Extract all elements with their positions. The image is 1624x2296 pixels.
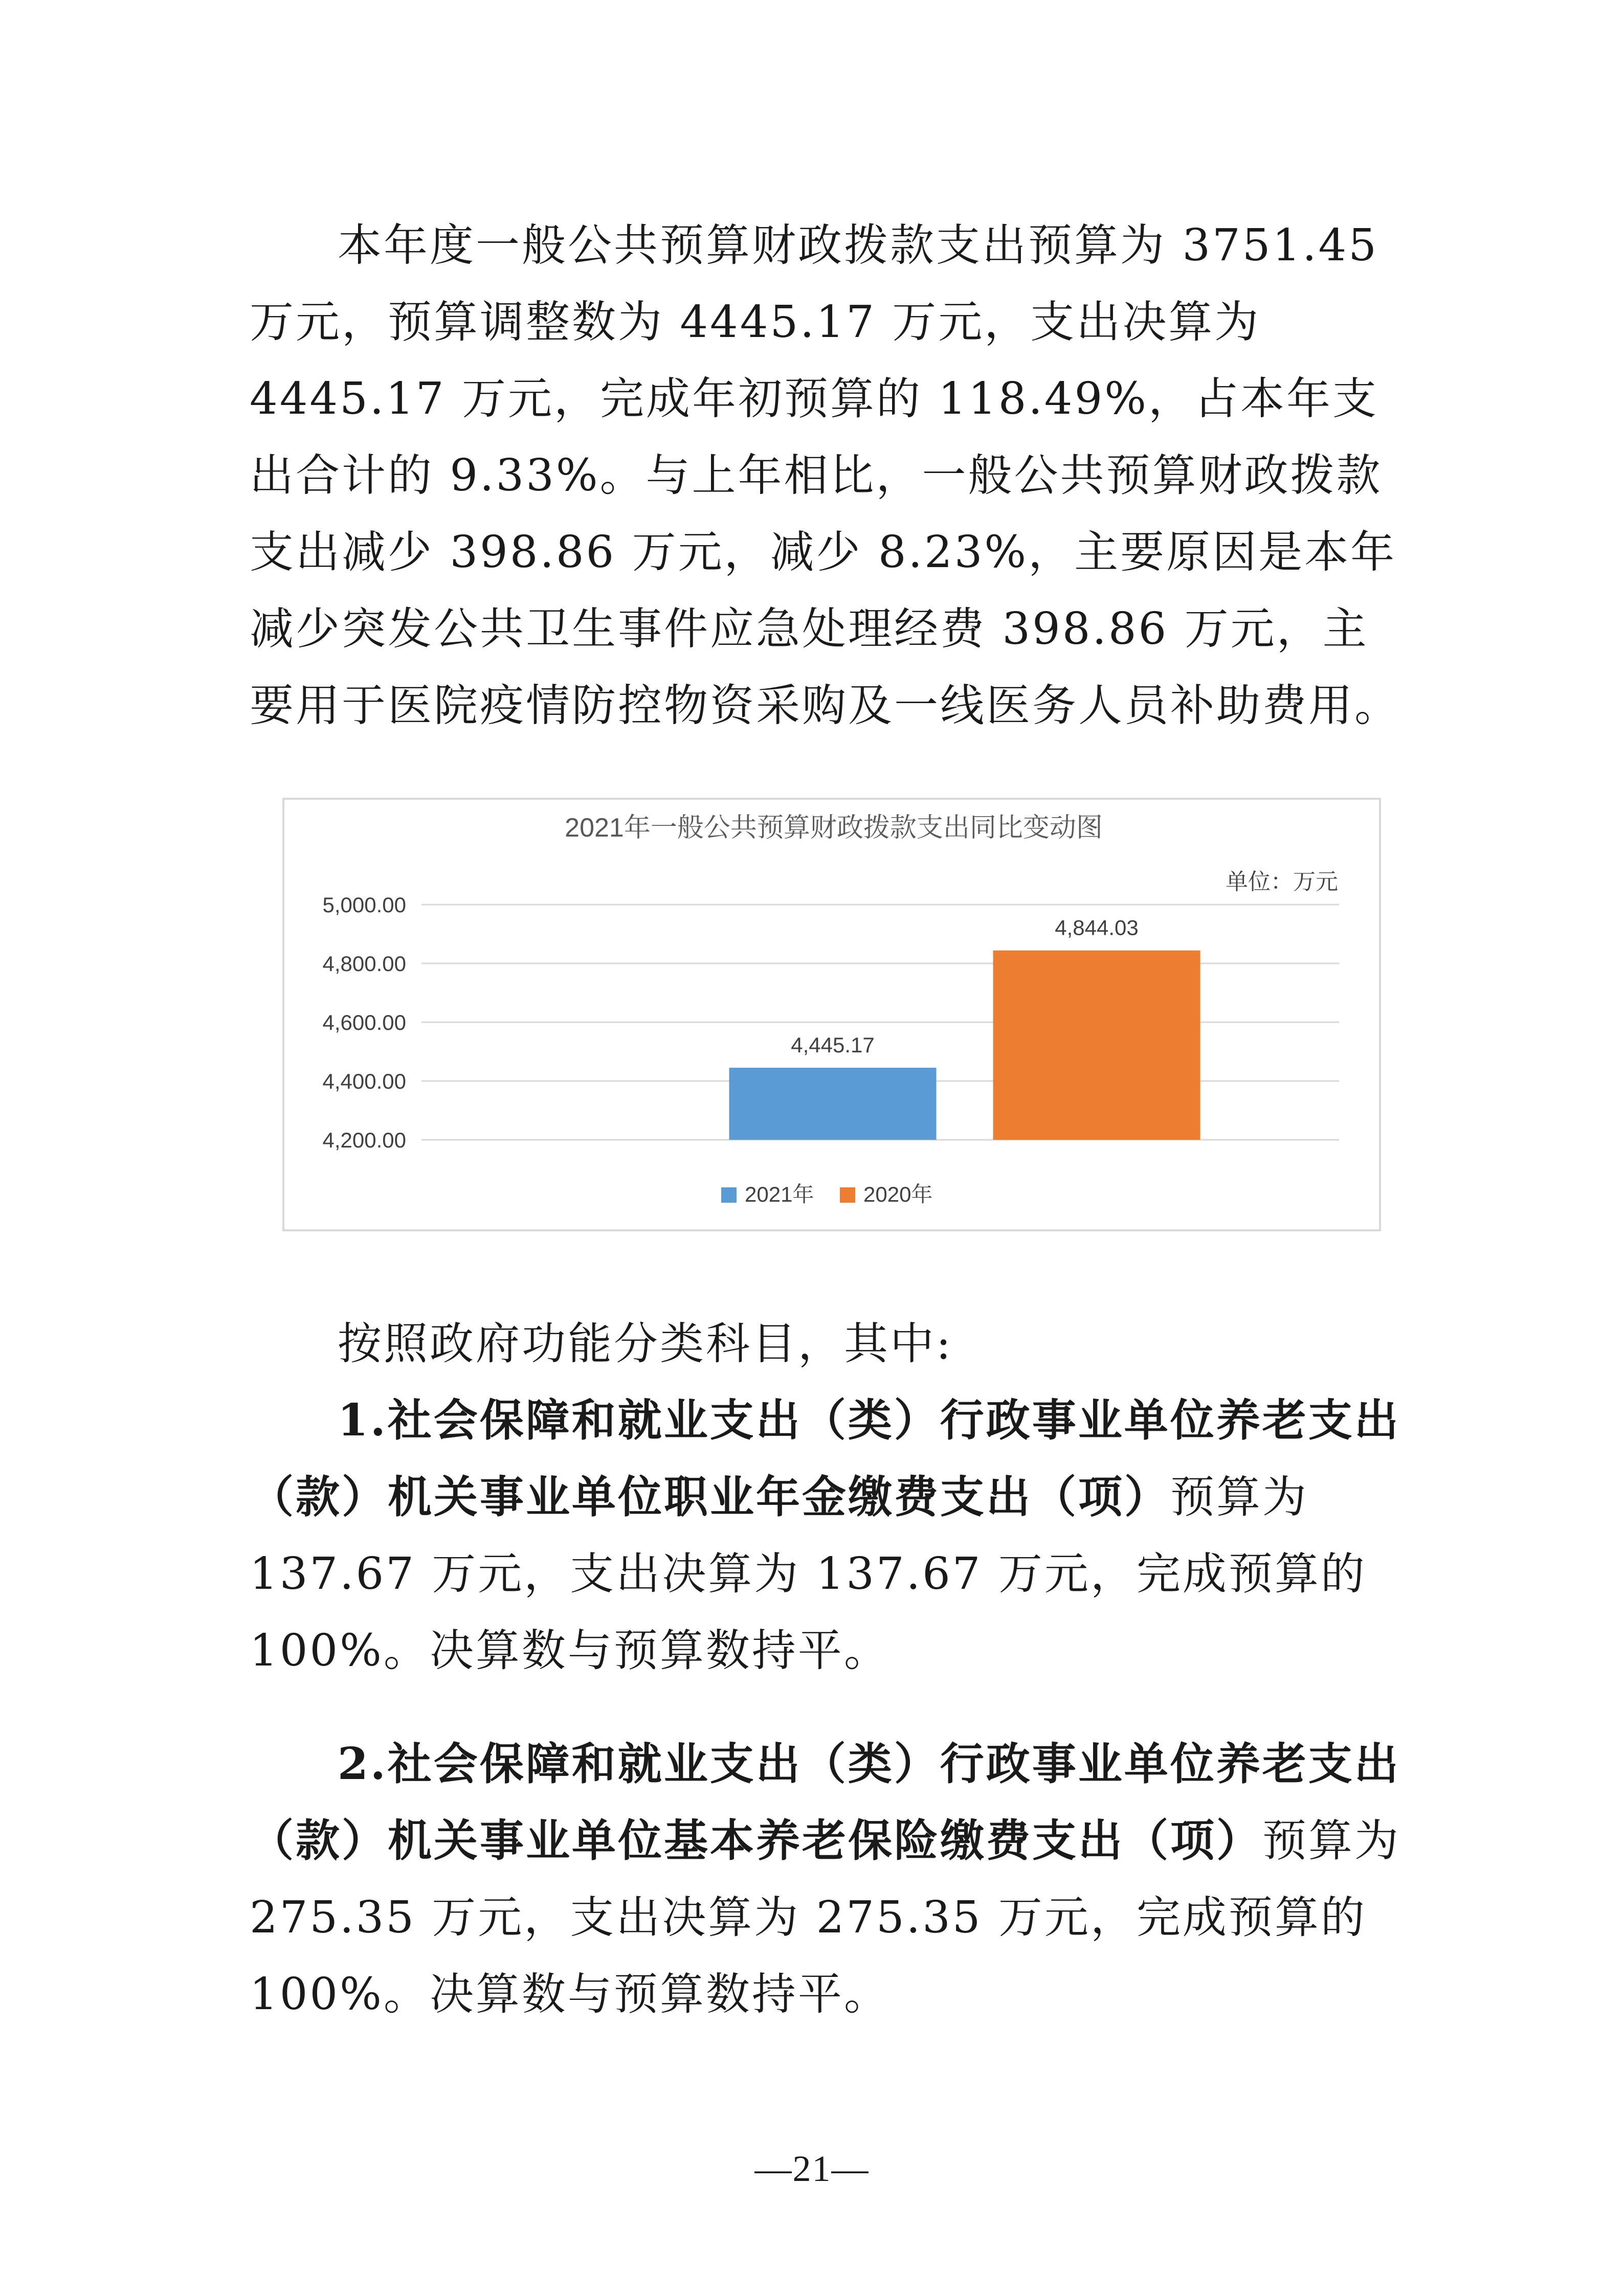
- budget-summary-paragraph: 本年度一般公共预算财政拨款支出预算为 3751.45 万元，预算调整数为 4445.17 万元，支出决算为 4445.17 万元，完成年初预算的 118.49%，占本年支出合计的 9.33%。与上年相比，一般公共预算财政拨款支出减少 398.86 万元，减少 8.23%，主要原因是本年减少突发公共卫生事件应急处理经费 398.86 万元，主要用于医院疫情防控物资采购及一线医务人员补助费用。: [250, 220, 1400, 731]
- expenditure-comparison-chart: [282, 798, 1381, 1231]
- legend-label: 2021年: [745, 1182, 814, 1206]
- chart-title: 2021年一般公共预算财政拨款支出同比变动图: [565, 813, 1103, 843]
- y-tick-label: 4,800.00: [322, 952, 406, 976]
- y-tick-label: 4,200.00: [322, 1128, 406, 1152]
- page-number: —21—: [754, 2148, 870, 2189]
- data-label: 4,445.17: [791, 1033, 875, 1057]
- y-tick-label: 4,400.00: [322, 1069, 406, 1093]
- item-1-heading: 1.社会保障和就业支出（类）行政事业单位养老支出（款）机关事业单位职业年金缴费支出（项）: [250, 1394, 1400, 1523]
- legend-swatch: [721, 1187, 737, 1203]
- y-tick-label: 4,600.00: [322, 1010, 406, 1034]
- chart-canvas: [284, 800, 1383, 1233]
- y-tick-label: 5,000.00: [322, 893, 406, 917]
- item-2-paragraph: [250, 1726, 1400, 2033]
- item-2-heading: 2.社会保障和就业支出（类）行政事业单位养老支出（款）机关事业单位基本养老保险缴费支出（项）: [250, 1738, 1400, 1866]
- legend-label: 2020年: [863, 1182, 933, 1206]
- chart-unit-label: 单位：万元: [1226, 869, 1338, 894]
- data-label: 4,844.03: [1055, 915, 1139, 940]
- legend-swatch: [840, 1187, 855, 1203]
- classification-intro: 按照政府功能分类科目，其中:: [338, 1318, 953, 1369]
- bar-2021: [729, 1068, 937, 1140]
- item-2-body: 预算为 275.35 万元，支出决算为 275.35 万元，完成预算的 100%。决算数与预算数持平。: [250, 1815, 1400, 2020]
- bar-2020: [993, 951, 1200, 1140]
- item-1-paragraph: [250, 1382, 1400, 1689]
- item-1-body: 预算为 137.67 万元，支出决算为 137.67 万元，完成预算的 100%。决算数与预算数持平。: [250, 1472, 1367, 1676]
